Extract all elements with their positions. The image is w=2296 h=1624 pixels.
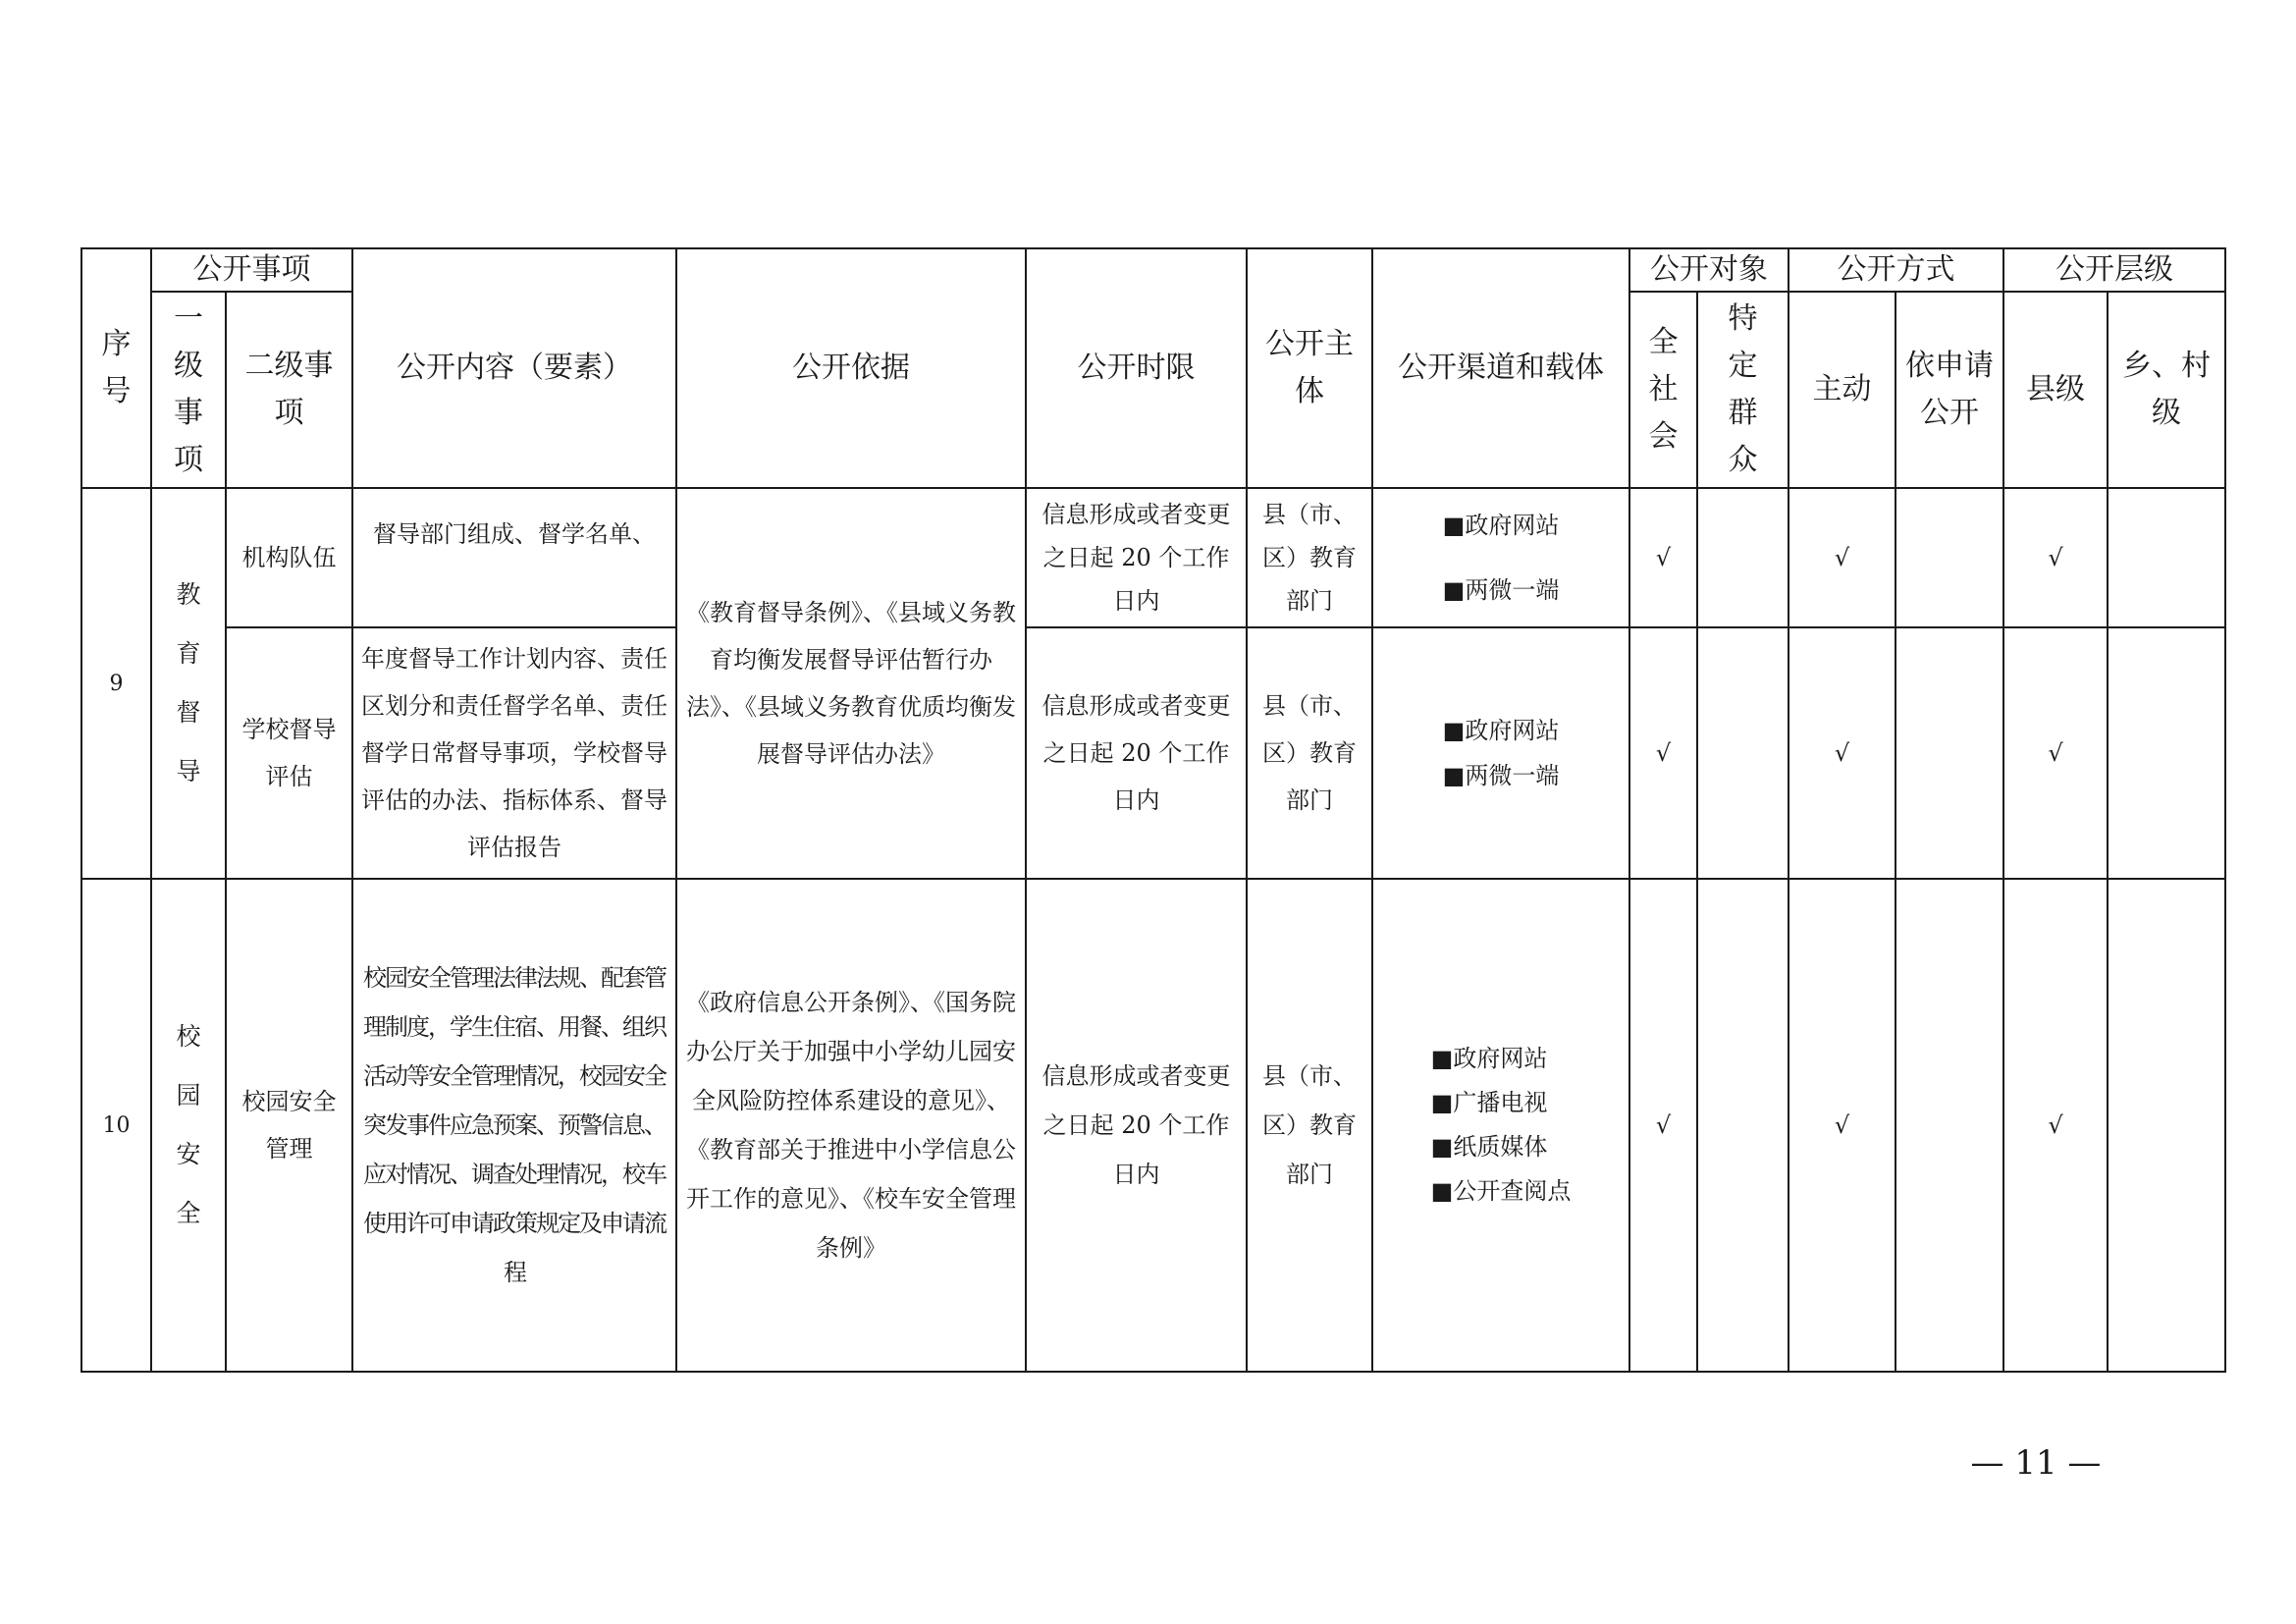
- header-basis: 公开依据: [676, 248, 1026, 488]
- header-target-specific: 特定群众: [1697, 292, 1789, 488]
- row-seq: 9: [81, 488, 151, 879]
- table-row: [81, 879, 2225, 1372]
- header-level1: 一级事项: [151, 292, 226, 488]
- row-content: 年度督导工作计划内容、责任区划分和责任督学名单、责任督学日常督导事项，学校督导评估的办法、指标体系、督导评估报告: [352, 627, 676, 879]
- header-target-group: 公开对象: [1629, 248, 1789, 292]
- table-row: [81, 488, 2225, 627]
- channel-item: ■广播电视: [1430, 1088, 1548, 1116]
- header-method-active: 主动: [1789, 292, 1896, 488]
- header-items-group: 公开事项: [151, 248, 352, 292]
- row-level2: 学校督导评估: [226, 627, 352, 879]
- table-row: [81, 627, 2225, 879]
- header-time-limit: 公开时限: [1026, 248, 1247, 488]
- check-all: √: [1629, 488, 1697, 627]
- channel-item: ■两微一端: [1442, 576, 1560, 604]
- header-level-village: 乡、村级: [2108, 292, 2225, 488]
- row-channels: [1372, 879, 1629, 1372]
- row-seq: 10: [81, 879, 151, 1372]
- check-all: √: [1629, 879, 1697, 1372]
- header-method-group: 公开方式: [1789, 248, 2003, 292]
- check-specific: [1697, 879, 1789, 1372]
- row-level2: 机构队伍: [226, 488, 352, 627]
- check-apply: [1896, 627, 2003, 879]
- check-specific: [1697, 488, 1789, 627]
- check-apply: [1896, 879, 2003, 1372]
- row-level1: 教育督导: [151, 488, 226, 879]
- row-subject: 县（市、区）教育部门: [1247, 627, 1372, 879]
- channel-item: ■政府网站: [1442, 512, 1560, 539]
- row-channels: [1372, 627, 1629, 879]
- channel-item: ■公开查阅点: [1430, 1176, 1572, 1205]
- check-village: [2108, 879, 2225, 1372]
- header-subject: 公开主体: [1247, 248, 1372, 488]
- header-level-group: 公开层级: [2003, 248, 2225, 292]
- header-content: 公开内容（要素）: [352, 248, 676, 488]
- row-basis: 《教育督导条例》、《县域义务教育均衡发展督导评估暂行办法》、《县域义务教育优质均衡发展督导评估办法》: [676, 488, 1026, 879]
- check-county: √: [2003, 879, 2108, 1372]
- check-apply: [1896, 488, 2003, 627]
- header-level-county: 县级: [2003, 292, 2108, 488]
- header-seq: 序号: [81, 248, 151, 488]
- row-subject: 县（市、区）教育部门: [1247, 488, 1372, 627]
- check-county: √: [2003, 627, 2108, 879]
- row-level2: 校园安全管理: [226, 879, 352, 1372]
- channel-item: ■政府网站: [1430, 1044, 1548, 1072]
- row-time-limit: 信息形成或者变更之日起 20 个工作日内: [1026, 627, 1247, 879]
- header-level2: 二级事项: [226, 292, 352, 488]
- row-content: 校园安全管理法律法规、配套管理制度，学生住宿、用餐、组织活动等安全管理情况，校园安全突发事件应急预案、预警信息、应对情况、调查处理情况，校车使用许可申请政策规定及申请流程: [352, 879, 676, 1372]
- channel-item: ■纸质媒体: [1430, 1132, 1548, 1161]
- row-content: 督导部门组成、督学名单、: [352, 488, 676, 627]
- page-number: — 11 —: [1970, 1443, 2102, 1483]
- header-target-all: 全社会: [1629, 292, 1697, 488]
- header-method-apply: 依申请公开: [1896, 292, 2003, 488]
- check-village: [2108, 627, 2225, 879]
- channel-item: ■两微一端: [1442, 761, 1560, 789]
- row-level1: 校园安全: [151, 879, 226, 1372]
- row-channels: [1372, 488, 1629, 627]
- row-time-limit: 信息形成或者变更之日起 20 个工作日内: [1026, 879, 1247, 1372]
- check-all: √: [1629, 627, 1697, 879]
- row-time-limit: 信息形成或者变更之日起 20 个工作日内: [1026, 488, 1247, 627]
- check-specific: [1697, 627, 1789, 879]
- header-channel: 公开渠道和载体: [1372, 248, 1629, 488]
- check-active: √: [1789, 879, 1896, 1372]
- channel-item: ■政府网站: [1442, 716, 1560, 744]
- check-village: [2108, 488, 2225, 627]
- check-active: √: [1789, 627, 1896, 879]
- row-basis: 《政府信息公开条例》、《国务院办公厅关于加强中小学幼儿园安全风险防控体系建设的意见》、《教育部关于推进中小学信息公开工作的意见》、《校车安全管理条例》: [676, 879, 1026, 1372]
- disclosure-table: [80, 247, 2226, 1373]
- check-active: √: [1789, 488, 1896, 627]
- row-subject: 县（市、区）教育部门: [1247, 879, 1372, 1372]
- check-county: √: [2003, 488, 2108, 627]
